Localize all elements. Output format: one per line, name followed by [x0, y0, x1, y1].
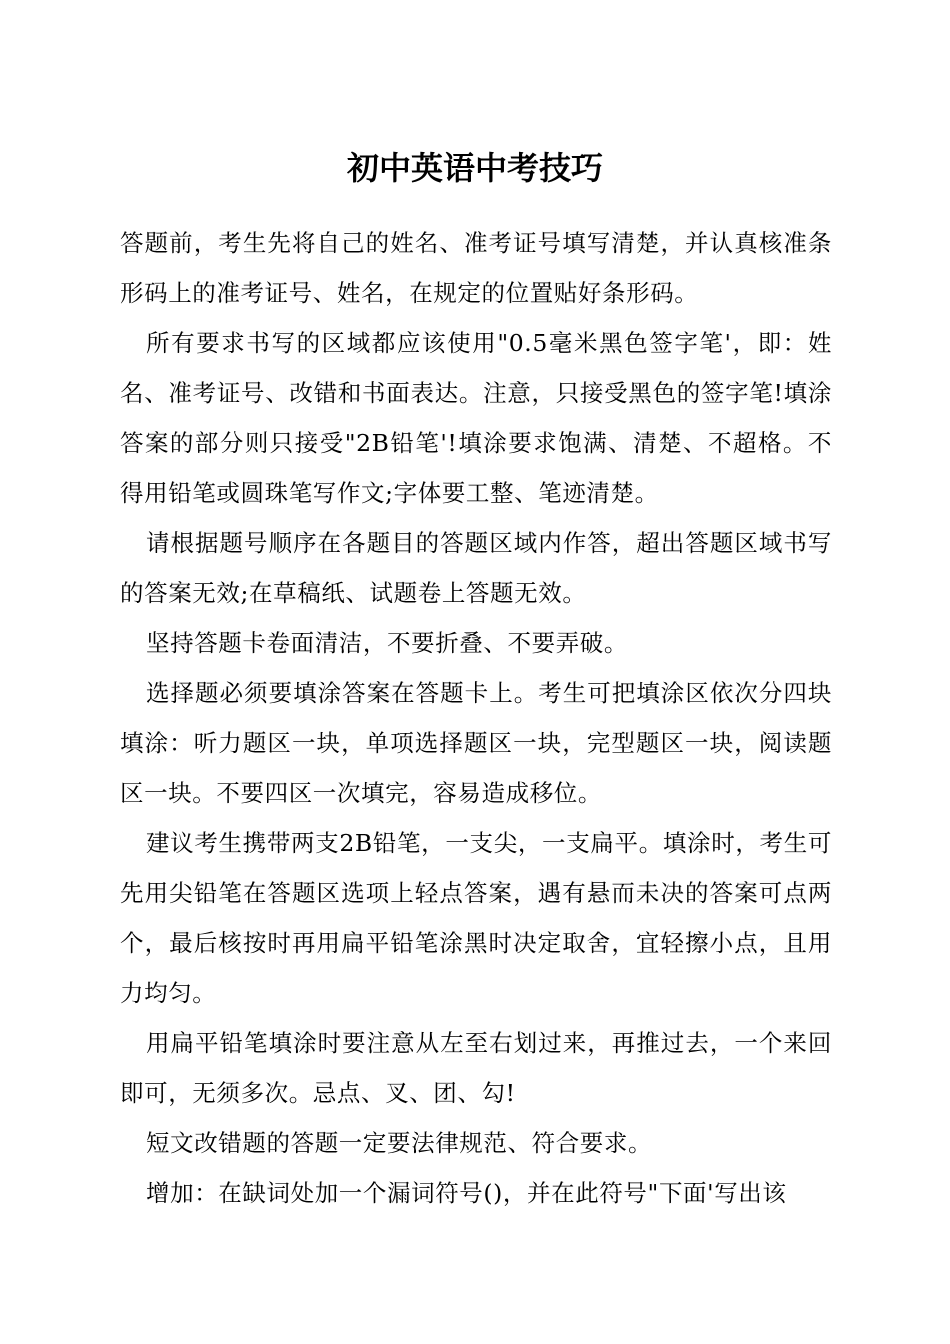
- paragraph-answer-area: 请根据题号顺序在各题目的答题区域内作答，超出答题区域书写的答案无效;在草稿纸、试题卷上答题无效。: [120, 529, 832, 607]
- document-body: [120, 218, 832, 1218]
- paragraph-pencil-advice: 建议考生携带两支2B铅笔，一支尖，一支扁平。填涂时，考生可先用尖铅笔在答题区选项上轻点答案，遇有悬而未决的答案可点两个，最后核按时再用扁平铅笔涂黑时决定取舍，宜轻擦小点，且用力均匀。: [120, 829, 832, 1007]
- paragraph-exam-prep: 答题前，考生先将自己的姓名、准考证号填写清楚，并认真核准条形码上的准考证号、姓名，在规定的位置贴好条形码。: [120, 229, 832, 307]
- paragraph-insertion-rule: 增加：在缺词处加一个漏词符号()，并在此符号"下面'写出该: [146, 1179, 787, 1207]
- paragraph-filling-technique: 用扁平铅笔填涂时要注意从左至右划过来，再推过去，一个来回即可，无须多次。忌点、叉、团、勾!: [120, 1029, 832, 1107]
- paragraph-pen-requirements: 所有要求书写的区域都应该使用"0.5毫米黑色签字笔'，即：姓名、准考证号、改错和书面表达。注意，只接受黑色的签字笔!填涂答案的部分则只接受"2B铅笔'!填涂要求饱满、清楚、不超格。不得用铅笔或圆珠笔写作文;字体要工整、笔迹清楚。: [120, 329, 832, 507]
- paragraph-error-correction: 短文改错题的答题一定要法律规范、符合要求。: [146, 1129, 653, 1157]
- paragraph-multiple-choice: 选择题必须要填涂答案在答题卡上。考生可把填涂区依次分四块填涂：听力题区一块，单项选择题区一块，完型题区一块，阅读题区一块。不要四区一次填完，容易造成移位。: [120, 679, 832, 807]
- document-title: 初中英语中考技巧: [346, 149, 603, 187]
- paragraph-card-cleanliness: 坚持答题卡卷面清洁，不要折叠、不要弄破。: [146, 629, 628, 657]
